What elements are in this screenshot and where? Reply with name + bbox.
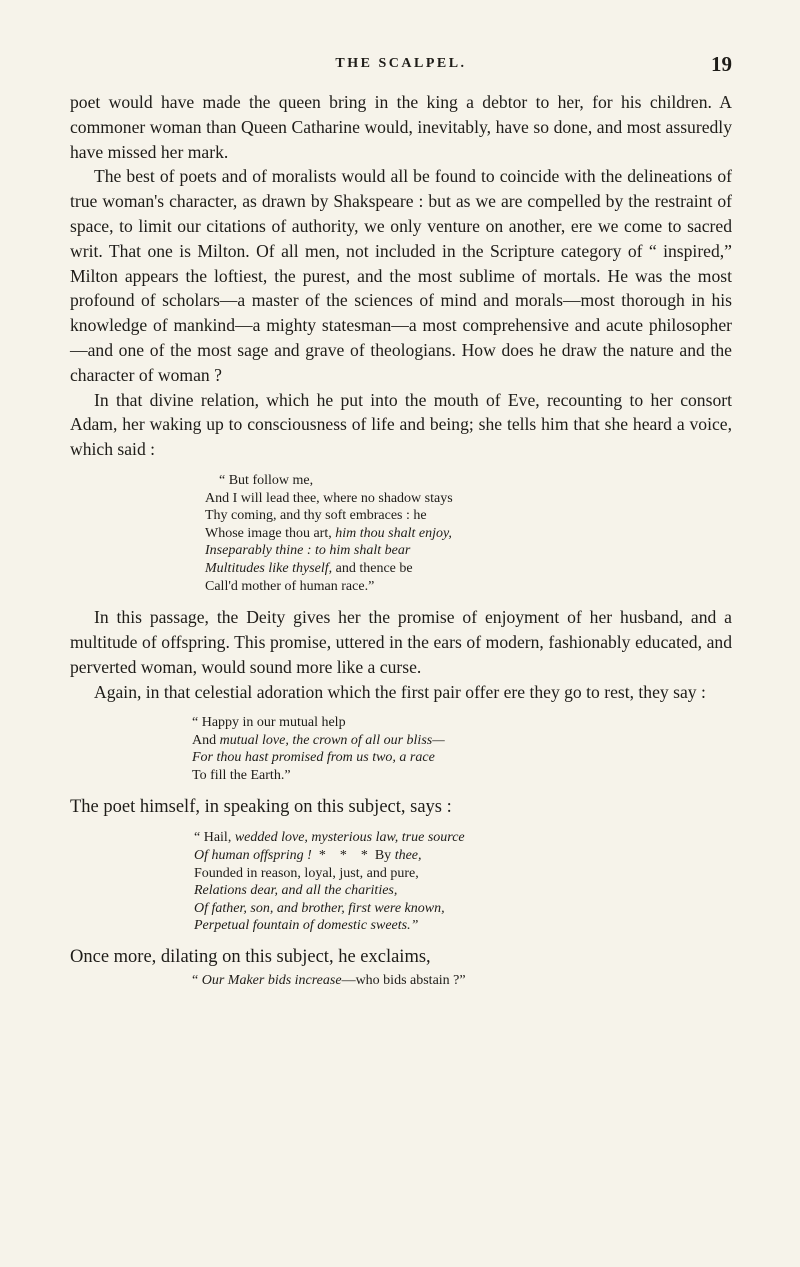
verse-line [194, 900, 732, 918]
verse-line [194, 847, 732, 865]
page-header [70, 52, 732, 82]
verse-line: Founded in reason, loyal, just, and pure, [194, 865, 419, 881]
verse-line [192, 972, 732, 990]
verse-text: and thence be [332, 560, 413, 576]
verse-emphasis: mutual love, the crown of all our bliss— [219, 732, 445, 748]
verse-emphasis: Of human offspring ! [194, 848, 312, 864]
paragraph: In that divine relation, which he put into the mouth of Eve, recounting to her consort Adam, her waking up to consciousness of life and being; she tells him that she heard a voice, which said : [70, 389, 732, 460]
paragraph: The best of poets and of moralists would all be found to coincide with the delineations of true woman's character, as drawn by Shakspeare : but as we are compelled by the restraint of space, to limit our citations of authority, we only venture on another, ere we come to sacred writ. That one is Milton. Of all men, not included in the Scripture category of “ inspired,” Milton appears the loftiest, the purest, and the most sublime of mortals. He was the most profound of scholars—a master of the sciences of mind and morals—most thorough in his knowledge of mankind—a mighty statesman—a most comprehensive and acute philosopher—and one of the most sage and grave of theologians. How does he draw the nature and the character of woman ? [70, 166, 732, 385]
verse-emphasis: him thou shalt enjoy, [335, 525, 452, 541]
verse-line: To fill the Earth.” [192, 768, 291, 784]
verse-emphasis: For thou hast promised from us two, a race [192, 750, 435, 766]
verse-text: * * * By [311, 848, 395, 864]
paragraph: In this passage, the Deity gives her the promise of enjoyment of her husband, and a multitude of offspring. This promise, uttered in the ears of modern, fashionably educated, and perverted woman, would sound more like a curse. [70, 607, 732, 677]
verse-line [194, 829, 732, 847]
verse-text: “ Hail, [194, 830, 235, 846]
verse-line: “ But follow me, [219, 472, 314, 488]
verse-emphasis: Of father, son, and brother, first were known, [194, 900, 445, 916]
verse-emphasis: Inseparably thine : to him shalt bear [205, 543, 411, 559]
verse-emphasis: thee, [394, 848, 422, 864]
page-body [70, 90, 732, 989]
verse-emphasis: Our Maker bids increase [201, 972, 342, 988]
verse-emphasis: Relations dear, and all the charities, [194, 883, 398, 899]
verse-emphasis: wedded love, mysterious law, true source [234, 830, 465, 846]
verse-line [205, 542, 732, 560]
verse-quote [194, 829, 732, 935]
verse-line [194, 882, 732, 900]
verse-line: Thy coming, and thy soft embraces : he [205, 508, 427, 524]
verse-text: Whose image thou art, [205, 525, 336, 541]
verse-line [192, 749, 732, 767]
verse-text: “ [192, 972, 202, 988]
verse-text: —who bids abstain ?” [341, 972, 466, 988]
paragraph: The poet himself, in speaking on this subject, says : [70, 796, 452, 817]
verse-line: Call'd mother of human race.” [205, 578, 375, 594]
verse-line [205, 560, 732, 578]
verse-quote [192, 714, 732, 784]
verse-emphasis: Perpetual fountain of domestic sweets.” [194, 918, 419, 934]
verse-line [205, 525, 732, 543]
verse-emphasis: Multitudes like thyself, [205, 560, 333, 576]
paragraph: Once more, dilating on this subject, he exclaims, [70, 947, 431, 968]
paragraph: Again, in that celestial adoration which the first pair offer ere they go to rest, they say : [94, 681, 706, 702]
verse-quote [192, 972, 732, 990]
verse-quote [205, 472, 732, 595]
verse-line [192, 732, 732, 750]
verse-text: And [192, 732, 220, 748]
page-number: 19 [711, 52, 732, 76]
verse-line: “ Happy in our mutual help [192, 715, 346, 731]
paragraph: poet would have made the queen bring in the king a debtor to her, for his children. A commoner woman than Queen Catharine would, inevitably, have so done, and most assuredly have missed her mark. [70, 92, 732, 162]
verse-line [194, 917, 732, 935]
verse-line: And I will lead thee, where no shadow stays [205, 490, 453, 506]
running-title: THE SCALPEL. [335, 56, 467, 71]
